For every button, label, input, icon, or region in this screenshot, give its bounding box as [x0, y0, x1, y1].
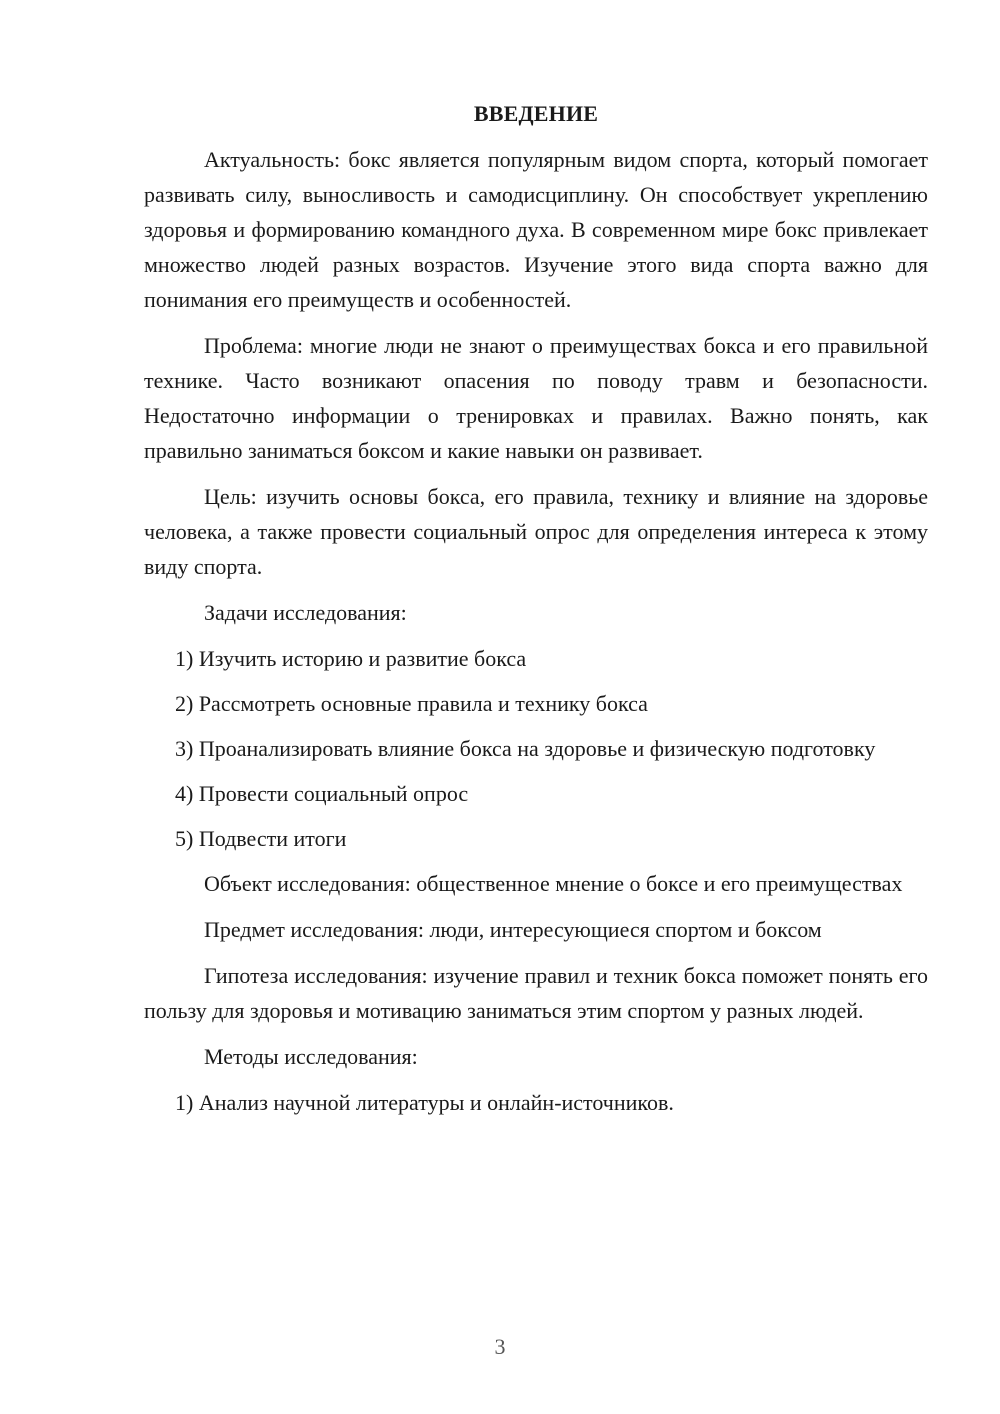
section-title: ВВЕДЕНИЕ	[473, 101, 599, 126]
goal-paragraph: Цель: изучить основы бокса, его правила, технику и влияние на здоровье человека, а также провести социальный опрос для определения интереса к этому виду спорта.	[144, 484, 928, 579]
tasks-heading: Задачи исследования:	[204, 600, 407, 625]
hypothesis-paragraph: Гипотеза исследования: изучение правил и техник бокса поможет понять его пользу для здоровья и мотивацию заниматься этим спортом у разных людей.	[144, 963, 928, 1023]
task-item-2: 2) Рассмотреть основные правила и технику бокса	[175, 691, 648, 716]
problem-paragraph: Проблема: многие люди не знают о преимуществах бокса и его правильной технике. Часто возникают опасения по поводу травм и безопасности. Недостаточно информации о тренировках и правилах. Важно понять, как правильно заниматься боксом и какие навыки он развивает.	[144, 333, 928, 463]
page-content	[144, 96, 928, 1130]
task-item-5: 5) Подвести итоги	[175, 826, 347, 851]
task-item-4: 4) Провести социальный опрос	[175, 781, 469, 806]
methods-heading: Методы исследования:	[204, 1044, 418, 1069]
task-item-3: 3) Проанализировать влияние бокса на здоровье и физическую подготовку	[175, 736, 876, 761]
task-item-1: 1) Изучить историю и развитие бокса	[175, 646, 527, 671]
relevance-paragraph: Актуальность: бокс является популярным видом спорта, который помогает развивать силу, выносливость и самодисциплину. Он способствует укреплению здоровья и формированию командного духа. В современном мире бокс привлекает множество людей разных возрастов. Изучение этого вида спорта важно для понимания его преимуществ и особенностей.	[144, 147, 928, 312]
page-number: 3	[494, 1334, 506, 1359]
object-paragraph: Объект исследования: общественное мнение о боксе и его преимуществах	[204, 871, 903, 896]
subject-paragraph: Предмет исследования: люди, интересующиеся спортом и боксом	[204, 917, 822, 942]
method-item-1: 1) Анализ научной литературы и онлайн-источников.	[175, 1090, 674, 1115]
